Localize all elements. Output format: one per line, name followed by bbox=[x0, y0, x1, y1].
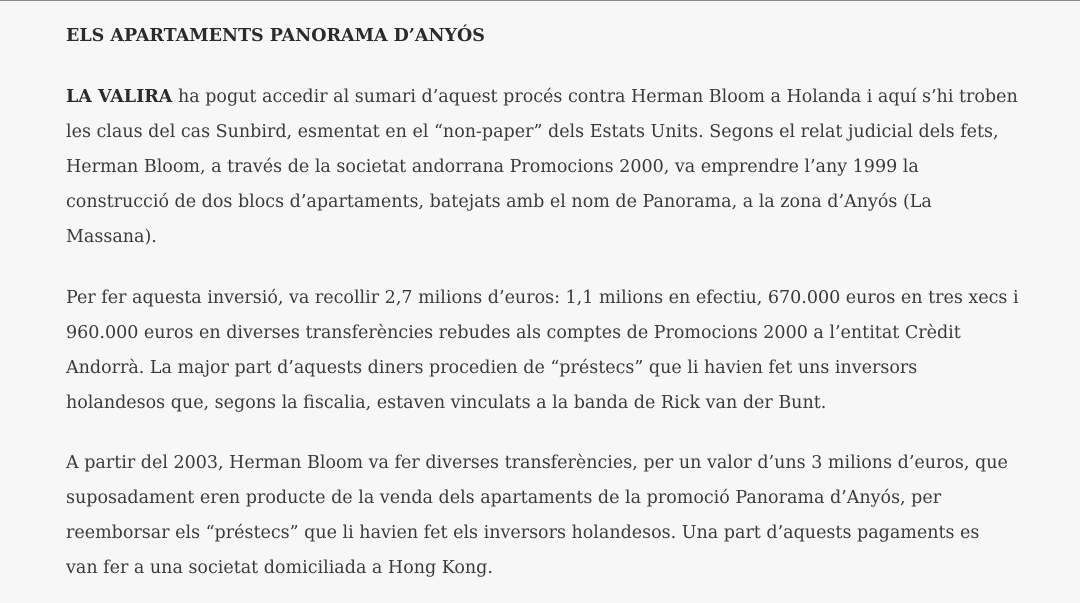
paragraph-line: van fer a una societat domiciliada a Hong Kong. bbox=[66, 558, 493, 578]
paragraph-line: reemborsar els “préstecs” que li havien fet els inversors holandesos. Una part d’aquests pagaments es bbox=[66, 523, 980, 543]
paragraph-line: 960.000 euros en diverses transferències rebudes als comptes de Promocions 2000 a l’entitat Crèdit bbox=[66, 323, 961, 343]
paragraph-1 bbox=[66, 80, 1018, 255]
paragraph-2 bbox=[66, 281, 1019, 421]
paragraph-line: Massana). bbox=[66, 227, 157, 247]
paragraph-3 bbox=[66, 446, 1008, 586]
paragraph-line: construcció de dos blocs d’apartaments, batejats amb el nom de Panorama, a la zona d’Anyós (La bbox=[66, 192, 932, 212]
paragraph-line: Per fer aquesta inversió, va recollir 2,7 milions d’euros: 1,1 milions en efectiu, 670.000 euros en tres xecs i bbox=[66, 288, 1019, 308]
paragraph-text: ha pogut accedir al sumari d’aquest procés contra Herman Bloom a Holanda i aquí s’hi troben bbox=[172, 87, 1018, 107]
paragraph-line: suposadament eren producte de la venda dels apartaments de la promoció Panorama d’Anyós, per bbox=[66, 488, 942, 508]
section-heading: ELS APARTAMENTS PANORAMA D’ANYÓS bbox=[66, 26, 485, 46]
paragraph-line: holandesos que, segons la fiscalia, estaven vinculats a la banda de Rick van der Bunt. bbox=[66, 393, 827, 413]
paragraph-line: A partir del 2003, Herman Bloom va fer diverses transferències, per un valor d’uns 3 milions d’euros, que bbox=[66, 453, 1008, 473]
paragraph-line: Herman Bloom, a través de la societat andorrana Promocions 2000, va emprendre l’any 1999 la bbox=[66, 157, 919, 177]
newspaper-name: LA VALIRA bbox=[66, 87, 173, 107]
paragraph-line bbox=[66, 80, 1018, 115]
paragraph-line: Andorrà. La major part d’aquests diners procedien de “préstecs” que li havien fet uns inversors bbox=[66, 358, 918, 378]
paragraph-line: les claus del cas Sunbird, esmentat en el “non-paper” dels Estats Units. Segons el relat judicial dels fets, bbox=[66, 122, 999, 142]
